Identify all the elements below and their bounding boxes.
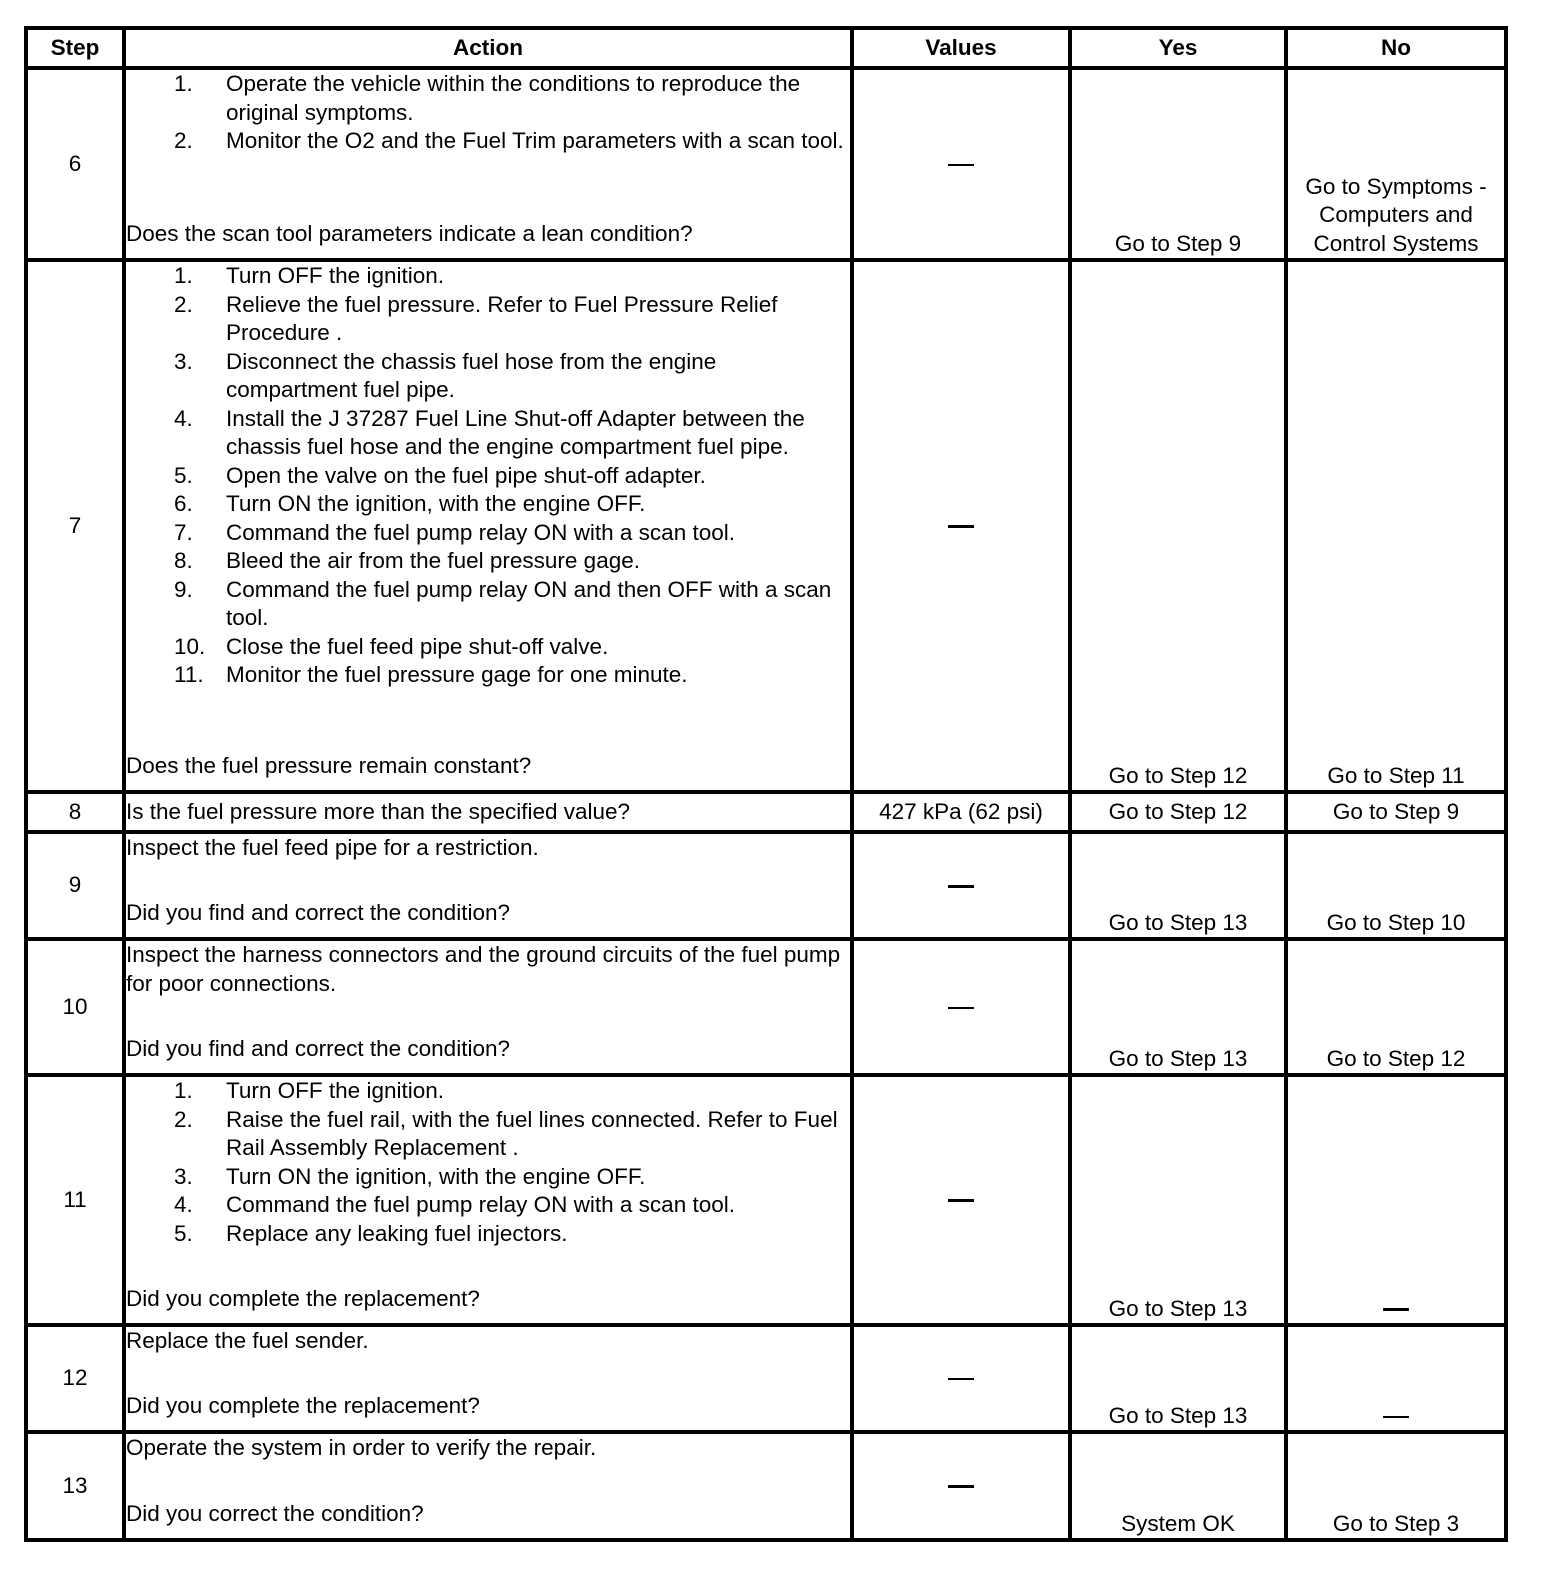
list-item: 8. Bleed the air from the fuel pressure gage. xyxy=(174,548,640,573)
list-item: 2. Monitor the O2 and the Fuel Trim parameters with a scan tool. xyxy=(174,128,844,153)
yes-cell: Go to Step 12 xyxy=(1070,792,1286,832)
list-item: 3. Turn ON the ignition, with the engine OFF. xyxy=(174,1163,646,1189)
list-item: 1. Turn OFF the ignition. xyxy=(174,263,445,288)
list-item: 3. Disconnect the chassis fuel hose from the engine compartment fuel pipe. xyxy=(174,348,717,402)
action-question: Did you correct the condition? xyxy=(126,1500,424,1526)
no-cell: Go to Step 10 xyxy=(1286,832,1506,939)
action-instruction: Operate the system in order to verify the repair. xyxy=(126,1435,597,1460)
em-dash xyxy=(948,1007,974,1009)
em-dash xyxy=(948,525,974,528)
action-instruction: Replace the fuel sender. xyxy=(126,1328,369,1353)
values-cell xyxy=(852,68,1070,260)
values-cell xyxy=(852,1075,1070,1325)
step-number: 12 xyxy=(26,1325,124,1432)
yes-cell: Go to Step 13 xyxy=(1070,939,1286,1075)
em-dash xyxy=(1383,1308,1409,1311)
table-row-step-8 xyxy=(26,792,1506,832)
action-question: Did you complete the replacement? xyxy=(126,1285,480,1311)
table-row-step-10 xyxy=(26,939,1506,1075)
action-cell xyxy=(124,68,852,260)
action-question: Did you find and correct the condition? xyxy=(126,1035,510,1061)
list-item: 1. Turn OFF the ignition. xyxy=(174,1078,445,1103)
table-row-step-9 xyxy=(26,832,1506,939)
header-step: Step xyxy=(26,28,124,68)
action-question: Is the fuel pressure more than the specified value? xyxy=(124,792,852,832)
action-question: Does the fuel pressure remain constant? xyxy=(126,752,532,778)
values-cell xyxy=(852,1325,1070,1432)
yes-cell: System OK xyxy=(1070,1432,1286,1540)
action-question: Did you complete the replacement? xyxy=(126,1392,480,1418)
table-row-step-11 xyxy=(26,1075,1506,1325)
list-item: 11. Monitor the fuel pressure gage for one minute. xyxy=(174,662,688,687)
action-cell xyxy=(124,1325,852,1432)
yes-cell: Go to Step 9 xyxy=(1070,68,1286,260)
action-question: Does the scan tool parameters indicate a lean condition? xyxy=(126,220,693,246)
list-item: 6. Turn ON the ignition, with the engine OFF. xyxy=(174,491,646,516)
yes-cell: Go to Step 13 xyxy=(1070,1075,1286,1325)
no-cell: Go to Symptoms - Computers and Control Systems xyxy=(1286,68,1506,260)
yes-cell: Go to Step 12 xyxy=(1070,260,1286,792)
no-cell xyxy=(1286,1075,1506,1325)
step-number: 11 xyxy=(26,1075,124,1325)
action-steps-list xyxy=(126,1077,850,1248)
list-item: 1. Operate the vehicle within the conditions to reproduce the original symptoms. xyxy=(174,71,801,125)
action-cell xyxy=(124,832,852,939)
em-dash xyxy=(948,1199,974,1202)
list-item: 4. Command the fuel pump relay ON with a scan tool. xyxy=(174,1192,735,1217)
header-yes: Yes xyxy=(1070,28,1286,68)
step-number: 6 xyxy=(26,68,124,260)
no-cell: Go to Step 3 xyxy=(1286,1432,1506,1540)
table-row-step-6 xyxy=(26,68,1506,260)
yes-cell: Go to Step 13 xyxy=(1070,1325,1286,1432)
em-dash xyxy=(948,1378,974,1380)
table-row-step-12 xyxy=(26,1325,1506,1432)
list-item: 10. Close the fuel feed pipe shut-off valve. xyxy=(174,633,609,659)
values-cell: 427 kPa (62 psi) xyxy=(852,792,1070,832)
action-instruction: Inspect the harness connectors and the ground circuits of the fuel pump for poor connections. xyxy=(126,942,841,996)
step-number: 8 xyxy=(26,792,124,832)
values-cell xyxy=(852,1432,1070,1540)
action-question: Did you find and correct the condition? xyxy=(126,899,510,925)
em-dash xyxy=(1383,1416,1409,1418)
values-cell xyxy=(852,260,1070,792)
diagnostic-table xyxy=(24,26,1508,1542)
list-item: 2. Raise the fuel rail, with the fuel lines connected. Refer to Fuel Rail Assembly Replacement . xyxy=(174,1106,838,1160)
values-cell xyxy=(852,832,1070,939)
list-item: 5. Replace any leaking fuel injectors. xyxy=(174,1220,568,1246)
list-item: 9. Command the fuel pump relay ON and then OFF with a scan tool. xyxy=(174,576,832,630)
no-cell: Go to Step 9 xyxy=(1286,792,1506,832)
step-number: 7 xyxy=(26,260,124,792)
action-cell xyxy=(124,260,852,792)
list-item: 4. Install the J 37287 Fuel Line Shut-off Adapter between the chassis fuel hose and the engine compartment fuel pipe. xyxy=(174,405,805,459)
step-number: 10 xyxy=(26,939,124,1075)
step-number: 9 xyxy=(26,832,124,939)
list-item: 5. Open the valve on the fuel pipe shut-off adapter. xyxy=(174,462,706,488)
list-item: 2. Relieve the fuel pressure. Refer to Fuel Pressure Relief Procedure . xyxy=(174,291,778,345)
em-dash xyxy=(948,164,974,166)
action-cell xyxy=(124,1075,852,1325)
em-dash xyxy=(948,1485,974,1488)
action-steps-list xyxy=(126,262,850,690)
header-action: Action xyxy=(124,28,852,68)
action-cell xyxy=(124,1432,852,1540)
action-cell xyxy=(124,939,852,1075)
values-cell xyxy=(852,939,1070,1075)
action-instruction: Inspect the fuel feed pipe for a restriction. xyxy=(126,835,539,860)
header-no: No xyxy=(1286,28,1506,68)
list-item: 7. Command the fuel pump relay ON with a scan tool. xyxy=(174,519,735,545)
table-row-step-13 xyxy=(26,1432,1506,1540)
action-steps-list xyxy=(126,70,850,156)
header-values: Values xyxy=(852,28,1070,68)
no-cell xyxy=(1286,1325,1506,1432)
header-row xyxy=(26,28,1506,68)
yes-cell: Go to Step 13 xyxy=(1070,832,1286,939)
step-number: 13 xyxy=(26,1432,124,1540)
no-cell: Go to Step 12 xyxy=(1286,939,1506,1075)
em-dash xyxy=(948,885,974,888)
no-cell: Go to Step 11 xyxy=(1286,260,1506,792)
table-row-step-7 xyxy=(26,260,1506,792)
